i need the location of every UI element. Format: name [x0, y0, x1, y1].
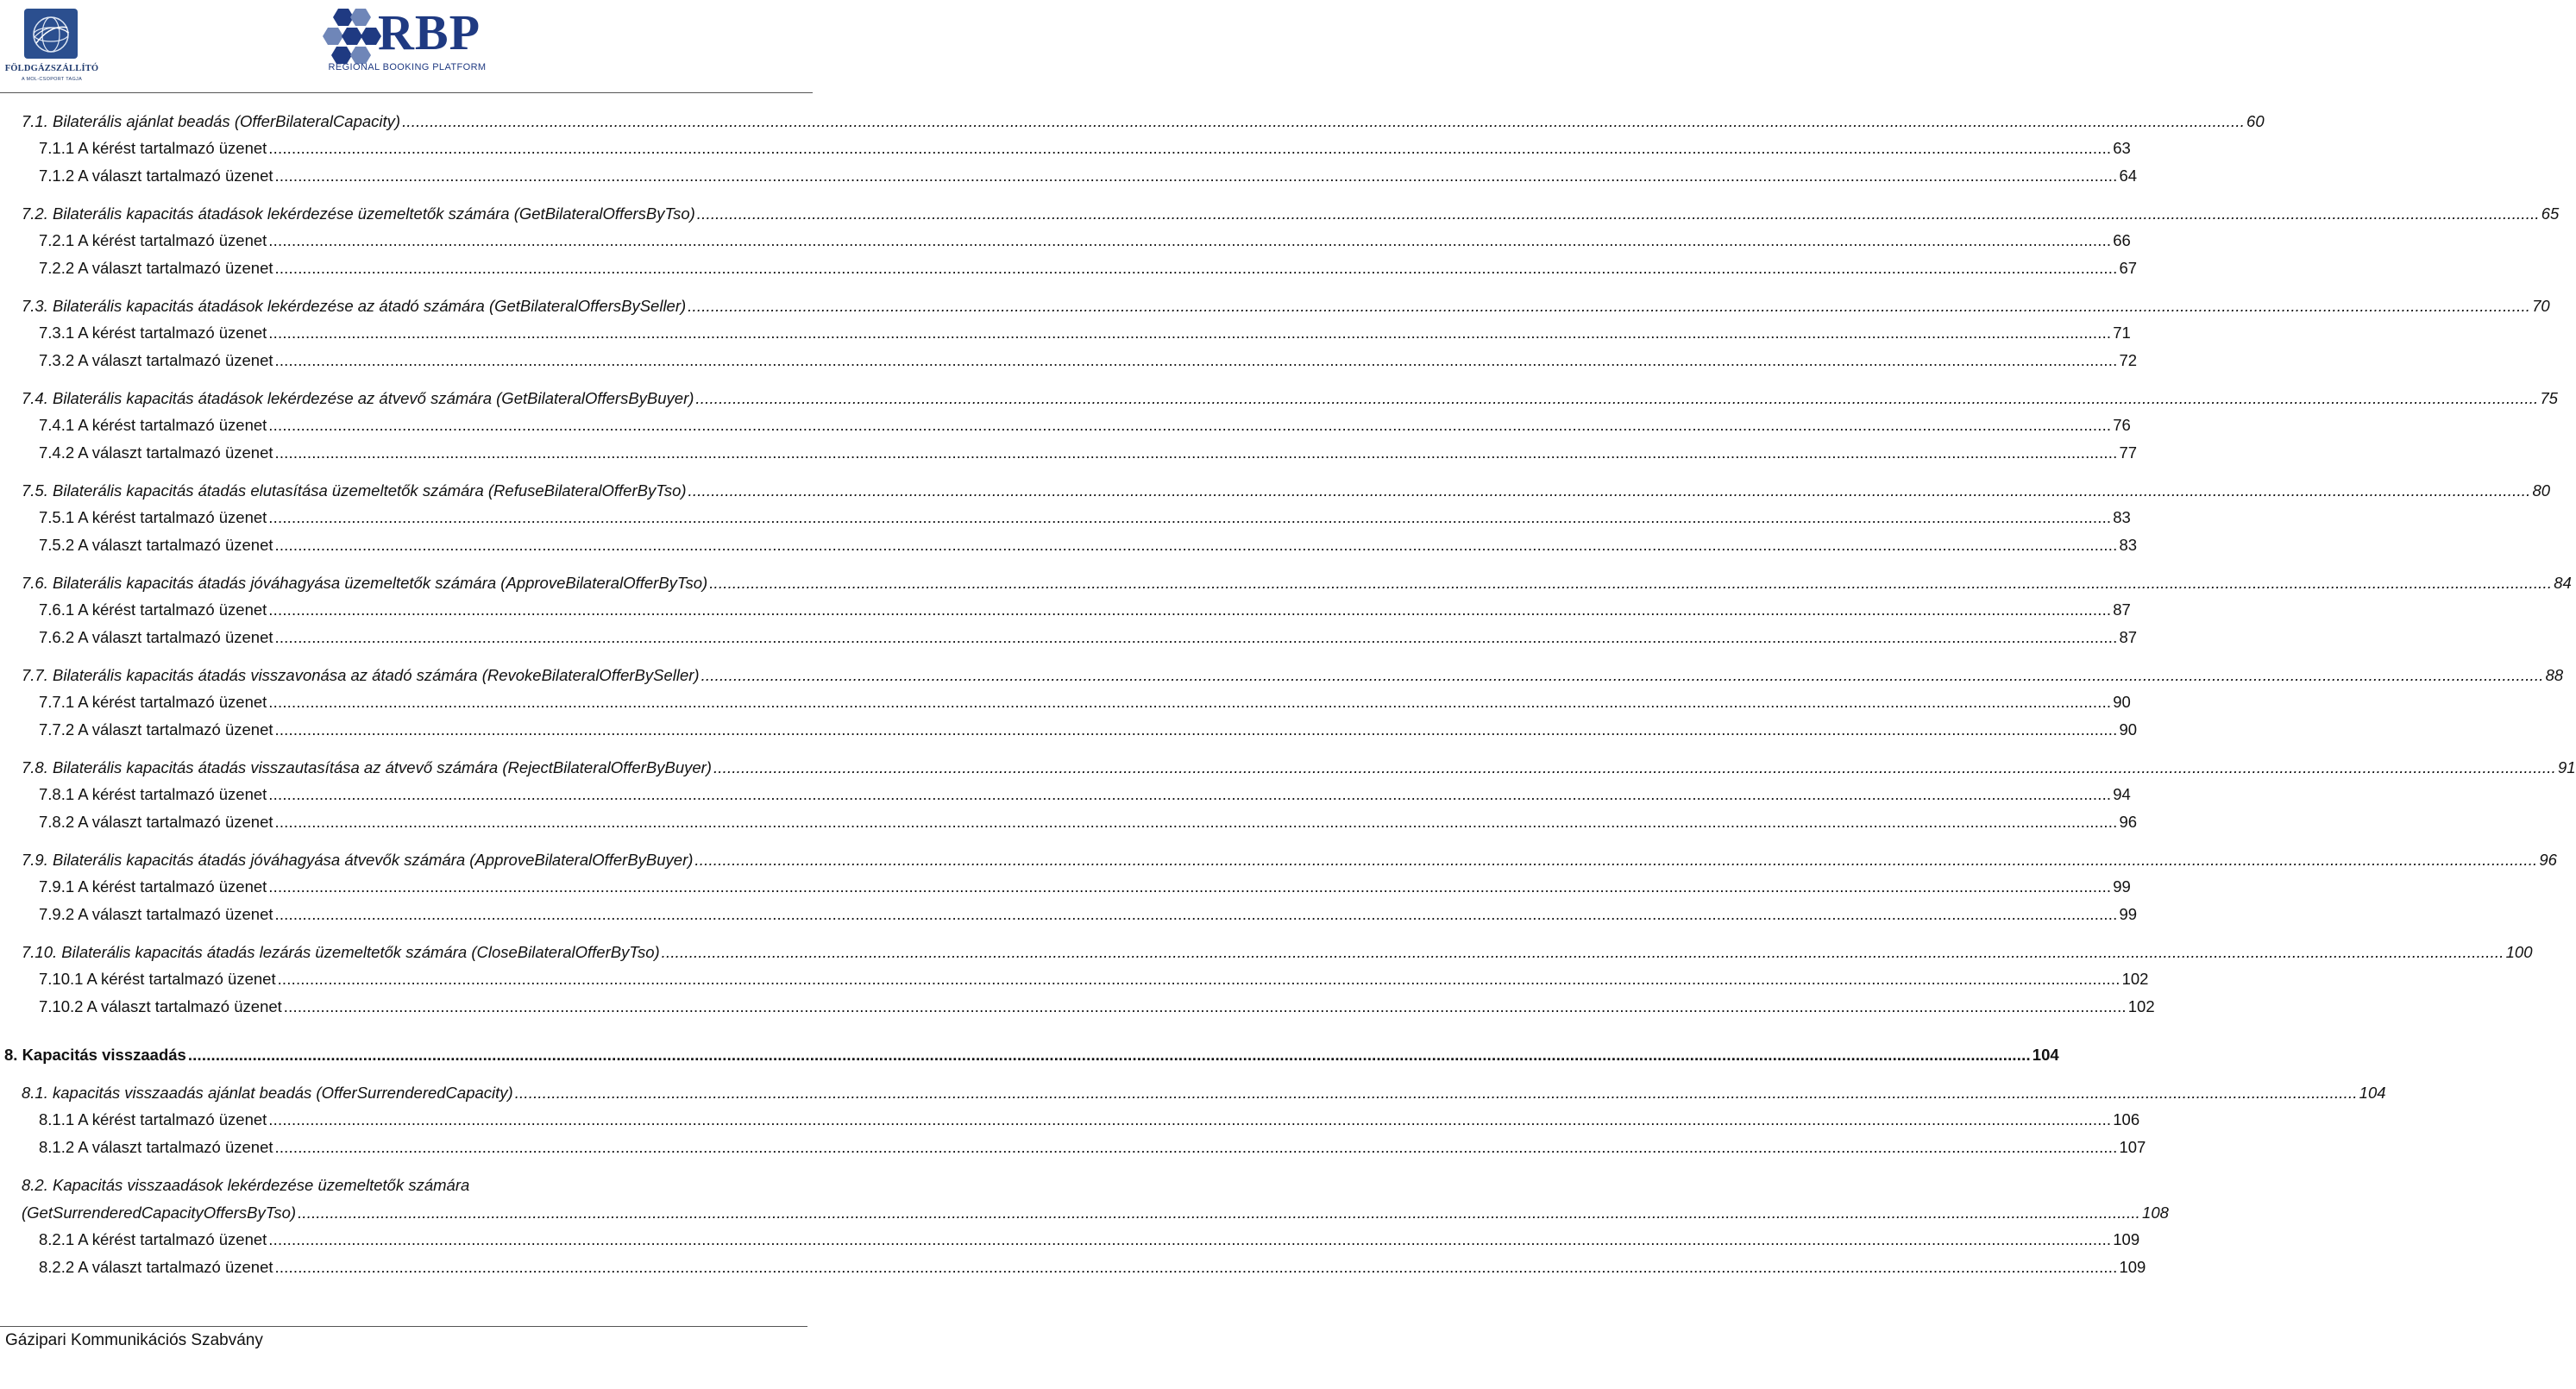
toc-dot-leader: ................................................................................................................................................................................................................................................................................................................................................................................................................ [268, 600, 2112, 619]
toc-entry-title: 8.2.2 A választ tartalmazó üzenet [39, 1258, 273, 1276]
toc-page-number: 71 [2113, 324, 2131, 342]
toc-entry[interactable] [22, 297, 2550, 319]
toc-page-number: 88 [2545, 666, 2564, 684]
globe-logo-icon [24, 9, 78, 59]
toc-dot-leader: ................................................................................................................................................................................................................................................................................................................................................................................................................ [688, 297, 2531, 315]
toc-page-number: 83 [2113, 508, 2131, 526]
toc-entry-title: 7.8.2 A választ tartalmazó üzenet [39, 813, 273, 831]
toc-page-number: 60 [2246, 112, 2265, 130]
toc-page-number: 80 [2532, 481, 2551, 500]
toc-entry-title: 8.2.1 A kérést tartalmazó üzenet [39, 1230, 267, 1248]
toc-entry[interactable] [39, 600, 2131, 623]
toc-page-number: 87 [2119, 628, 2138, 646]
toc-entry-title: 7.3. Bilaterális kapacitás átadások lekérdezése az átadó számára (GetBilateralOffersBySeller) [22, 297, 687, 315]
toc-entry-title: 8.2. Kapacitás visszaadások lekérdezése üzemeltetők számára [22, 1176, 470, 1194]
toc-entry[interactable] [22, 389, 2558, 412]
rbp-logo [319, 2, 509, 81]
toc-entry-title: 7.8. Bilaterális kapacitás átadás visszautasítása az átvevő számára (RejectBilateralOfferByBuyer) [22, 758, 712, 776]
toc-page-number: 96 [2119, 813, 2138, 831]
toc-entry[interactable] [39, 905, 2138, 927]
toc-entry[interactable] [22, 1176, 803, 1198]
toc-entry-title: (GetSurrenderedCapacityOffersByTso) [22, 1204, 297, 1222]
toc-entry[interactable] [22, 666, 2564, 688]
toc-entry[interactable] [39, 259, 2138, 281]
toc-entry-title: 7.2. Bilaterális kapacitás átadások lekérdezése üzemeltetők számára (GetBilateralOffersByTso) [22, 204, 695, 223]
page-header [0, 0, 828, 97]
toc-entry[interactable] [39, 351, 2138, 374]
toc-dot-leader: ................................................................................................................................................................................................................................................................................................................................................................................................................ [268, 231, 2112, 249]
toc-entry[interactable] [22, 943, 2533, 965]
toc-entry[interactable] [39, 693, 2131, 715]
toc-entry-title: 7.1. Bilaterális ajánlat beadás (OfferBilateralCapacity) [22, 112, 401, 130]
toc-page-number: 99 [2119, 905, 2138, 923]
toc-entry[interactable] [39, 416, 2131, 438]
toc-page-number: 106 [2113, 1110, 2140, 1128]
toc-dot-leader: ................................................................................................................................................................................................................................................................................................................................................................................................................ [274, 813, 2118, 831]
toc-page-number: 109 [2113, 1230, 2140, 1248]
rbp-logo-tagline: REGIONAL BOOKING PLATFORM [328, 62, 487, 72]
toc-page-number: 100 [2505, 943, 2533, 961]
toc-entry[interactable] [39, 1230, 2140, 1253]
toc-entry[interactable] [39, 443, 2138, 466]
toc-entry[interactable] [39, 508, 2131, 531]
toc-page-number: 65 [2541, 204, 2560, 223]
toc-entry-title: 7.2.1 A kérést tartalmazó üzenet [39, 231, 267, 249]
toc-dot-leader: ................................................................................................................................................................................................................................................................................................................................................................................................................ [713, 758, 2556, 776]
toc-dot-leader: ................................................................................................................................................................................................................................................................................................................................................................................................................ [402, 112, 2246, 130]
toc-dot-leader: ................................................................................................................................................................................................................................................................................................................................................................................................................ [268, 785, 2112, 803]
toc-entry[interactable] [22, 204, 2560, 227]
toc-entry-title: 7.9.1 A kérést tartalmazó üzenet [39, 877, 267, 896]
toc-dot-leader: ................................................................................................................................................................................................................................................................................................................................................................................................................ [696, 204, 2540, 223]
toc-entry[interactable] [39, 970, 2149, 992]
toc-dot-leader: ................................................................................................................................................................................................................................................................................................................................................................................................................ [274, 720, 2118, 738]
toc-dot-leader: ................................................................................................................................................................................................................................................................................................................................................................................................................ [274, 443, 2118, 462]
toc-page-number: 94 [2113, 785, 2131, 803]
toc-page-number: 90 [2119, 720, 2138, 738]
toc-entry-title: 7.4.1 A kérést tartalmazó üzenet [39, 416, 267, 434]
toc-page-number: 66 [2113, 231, 2131, 249]
toc-page-number: 63 [2113, 139, 2131, 157]
toc-page-number: 83 [2119, 536, 2138, 554]
toc-page-number: 99 [2113, 877, 2131, 896]
toc-page-number: 109 [2119, 1258, 2146, 1276]
toc-dot-leader: ................................................................................................................................................................................................................................................................................................................................................................................................................ [274, 905, 2118, 923]
toc-entry-title: 7.6. Bilaterális kapacitás átadás jóváhagyása üzemeltetők számára (ApproveBilateralOfferByTso) [22, 574, 708, 592]
toc-entry[interactable] [39, 1138, 2146, 1160]
toc-dot-leader: ................................................................................................................................................................................................................................................................................................................................................................................................................ [274, 259, 2118, 277]
toc-entry[interactable] [39, 785, 2131, 808]
toc-dot-leader: ................................................................................................................................................................................................................................................................................................................................................................................................................ [709, 574, 2553, 592]
toc-entry-title: 7.7. Bilaterális kapacitás átadás visszavonása az átadó számára (RevokeBilateralOfferBySeller) [22, 666, 700, 684]
toc-entry[interactable] [22, 758, 2576, 781]
toc-page-number: 90 [2113, 693, 2131, 711]
toc-entry-title: 7.9. Bilaterális kapacitás átadás jóváhagyása átvevők számára (ApproveBilateralOfferByBuyer) [22, 851, 694, 869]
toc-entry-title: 7.10.2 A választ tartalmazó üzenet [39, 997, 282, 1015]
toc-entry-title: 7.10. Bilaterális kapacitás átadás lezárás üzemeltetők számára (CloseBilateralOfferByTso) [22, 943, 660, 961]
toc-entry[interactable] [39, 1110, 2140, 1133]
toc-entry-title: 7.4. Bilaterális kapacitás átadások lekérdezése az átvevő számára (GetBilateralOffersByBuyer) [22, 389, 694, 407]
toc-dot-leader: ................................................................................................................................................................................................................................................................................................................................................................................................................ [514, 1084, 2358, 1102]
left-logo-brand: FÖLDGÁZSZÁLLÍTÓ [4, 64, 99, 73]
toc-entry[interactable] [39, 877, 2131, 900]
toc-dot-leader: ................................................................................................................................................................................................................................................................................................................................................................................................................ [694, 851, 2538, 869]
toc-entry[interactable] [22, 574, 2572, 596]
toc-entry-title: 7.1.2 A választ tartalmazó üzenet [39, 167, 273, 185]
toc-entry[interactable] [39, 720, 2138, 743]
toc-page-number: 102 [2127, 997, 2155, 1015]
toc-entry-title: 8.1.1 A kérést tartalmazó üzenet [39, 1110, 267, 1128]
toc-dot-leader: ................................................................................................................................................................................................................................................................................................................................................................................................................ [268, 1230, 2112, 1248]
toc-page-number: 70 [2532, 297, 2550, 315]
toc-dot-leader: ................................................................................................................................................................................................................................................................................................................................................................................................................ [283, 997, 2127, 1015]
toc-entry-title: 7.6.1 A kérést tartalmazó üzenet [39, 600, 267, 619]
toc-dot-leader: ................................................................................................................................................................................................................................................................................................................................................................................................................ [268, 324, 2112, 342]
toc-page-number: 77 [2119, 443, 2138, 462]
toc-entry[interactable] [39, 536, 2138, 558]
toc-entry-title: 7.10.1 A kérést tartalmazó üzenet [39, 970, 276, 988]
rbp-logo-text: RBP [378, 4, 481, 60]
toc-dot-leader: ................................................................................................................................................................................................................................................................................................................................................................................................................ [688, 481, 2531, 500]
toc-dot-leader: ................................................................................................................................................................................................................................................................................................................................................................................................................ [268, 693, 2112, 711]
toc-entry-title: 7.3.1 A kérést tartalmazó üzenet [39, 324, 267, 342]
toc-entry-title: 7.5.1 A kérést tartalmazó üzenet [39, 508, 267, 526]
toc-entry-title: 8.1.2 A választ tartalmazó üzenet [39, 1138, 273, 1156]
toc-entry-title: 7.4.2 A választ tartalmazó üzenet [39, 443, 273, 462]
toc-dot-leader: ................................................................................................................................................................................................................................................................................................................................................................................................................ [695, 389, 2539, 407]
toc-dot-leader: ................................................................................................................................................................................................................................................................................................................................................................................................................ [274, 536, 2118, 554]
toc-entry[interactable] [22, 481, 2551, 504]
toc-entry-title: 7.2.2 A választ tartalmazó üzenet [39, 259, 273, 277]
toc-entry[interactable] [39, 231, 2131, 254]
toc-entry[interactable] [39, 324, 2131, 346]
toc-entry-title: 7.8.1 A kérést tartalmazó üzenet [39, 785, 267, 803]
toc-page-number: 91 [2557, 758, 2576, 776]
toc-page-number: 96 [2539, 851, 2557, 869]
toc-dot-leader: ................................................................................................................................................................................................................................................................................................................................................................................................................ [268, 139, 2112, 157]
toc-entry[interactable] [22, 851, 2557, 873]
toc-entry-title: 7.1.1 A kérést tartalmazó üzenet [39, 139, 267, 157]
toc-dot-leader: ................................................................................................................................................................................................................................................................................................................................................................................................................ [187, 1046, 2031, 1064]
footer-text: Gázipari Kommunikációs Szabvány [5, 1331, 263, 1349]
toc-dot-leader: ................................................................................................................................................................................................................................................................................................................................................................................................................ [274, 1258, 2118, 1276]
toc-entry[interactable] [4, 1046, 2059, 1068]
toc-page-number: 102 [2121, 970, 2149, 988]
toc-entry[interactable] [39, 139, 2131, 161]
toc-entry[interactable] [39, 997, 2155, 1020]
toc-dot-leader: ................................................................................................................................................................................................................................................................................................................................................................................................................ [274, 628, 2118, 646]
header-divider [0, 92, 813, 93]
toc-entry[interactable] [39, 167, 2138, 189]
toc-dot-leader: ................................................................................................................................................................................................................................................................................................................................................................................................................ [274, 1138, 2118, 1156]
toc-entry[interactable] [22, 112, 2265, 135]
toc-entry[interactable] [39, 1258, 2146, 1280]
left-logo-subtitle: A MOL-CSOPORT TAGJA [21, 77, 83, 82]
toc-entry[interactable] [22, 1204, 2169, 1226]
toc-page-number: 72 [2119, 351, 2138, 369]
foldgazszallito-logo [3, 5, 100, 85]
toc-page-number: 104 [2359, 1084, 2386, 1102]
toc-entry-title: 7.5.2 A választ tartalmazó üzenet [39, 536, 273, 554]
toc-page-number: 84 [2554, 574, 2572, 592]
toc-entry-title: 7.7.1 A kérést tartalmazó üzenet [39, 693, 267, 711]
toc-dot-leader: ................................................................................................................................................................................................................................................................................................................................................................................................................ [268, 877, 2112, 896]
toc-page-number: 67 [2119, 259, 2138, 277]
toc-dot-leader: ................................................................................................................................................................................................................................................................................................................................................................................................................ [274, 167, 2118, 185]
toc-dot-leader: ................................................................................................................................................................................................................................................................................................................................................................................................................ [701, 666, 2544, 684]
toc-page-number: 75 [2540, 389, 2558, 407]
toc-dot-leader: ................................................................................................................................................................................................................................................................................................................................................................................................................ [268, 1110, 2112, 1128]
footer-divider [0, 1326, 807, 1327]
toc-page-number: 104 [2032, 1046, 2059, 1064]
toc-entry[interactable] [39, 813, 2138, 835]
toc-entry[interactable] [22, 1084, 2386, 1106]
toc-page-number: 87 [2113, 600, 2131, 619]
toc-page-number: 107 [2119, 1138, 2146, 1156]
toc-dot-leader: ................................................................................................................................................................................................................................................................................................................................................................................................................ [298, 1204, 2141, 1222]
toc-page-number: 76 [2113, 416, 2131, 434]
toc-entry-title: 7.7.2 A választ tartalmazó üzenet [39, 720, 273, 738]
toc-dot-leader: ................................................................................................................................................................................................................................................................................................................................................................................................................ [274, 351, 2118, 369]
toc-entry-title: 7.3.2 A választ tartalmazó üzenet [39, 351, 273, 369]
toc-entry-title: 7.9.2 A választ tartalmazó üzenet [39, 905, 273, 923]
toc-page-number: 108 [2142, 1204, 2169, 1222]
toc-dot-leader: ................................................................................................................................................................................................................................................................................................................................................................................................................ [661, 943, 2504, 961]
toc-dot-leader: ................................................................................................................................................................................................................................................................................................................................................................................................................ [268, 416, 2112, 434]
toc-entry-title: 7.6.2 A választ tartalmazó üzenet [39, 628, 273, 646]
toc-entry-title: 8.1. kapacitás visszaadás ajánlat beadás (OfferSurrenderedCapacity) [22, 1084, 513, 1102]
toc-page-number: 64 [2119, 167, 2138, 185]
toc-dot-leader: ................................................................................................................................................................................................................................................................................................................................................................................................................ [268, 508, 2112, 526]
toc-entry-title: 7.5. Bilaterális kapacitás átadás elutasítása üzemeltetők számára (RefuseBilateralOfferByTso) [22, 481, 687, 500]
toc-entry[interactable] [39, 628, 2138, 651]
toc-dot-leader: ................................................................................................................................................................................................................................................................................................................................................................................................................ [277, 970, 2120, 988]
toc-entry-title: 8. Kapacitás visszaadás [4, 1046, 186, 1064]
